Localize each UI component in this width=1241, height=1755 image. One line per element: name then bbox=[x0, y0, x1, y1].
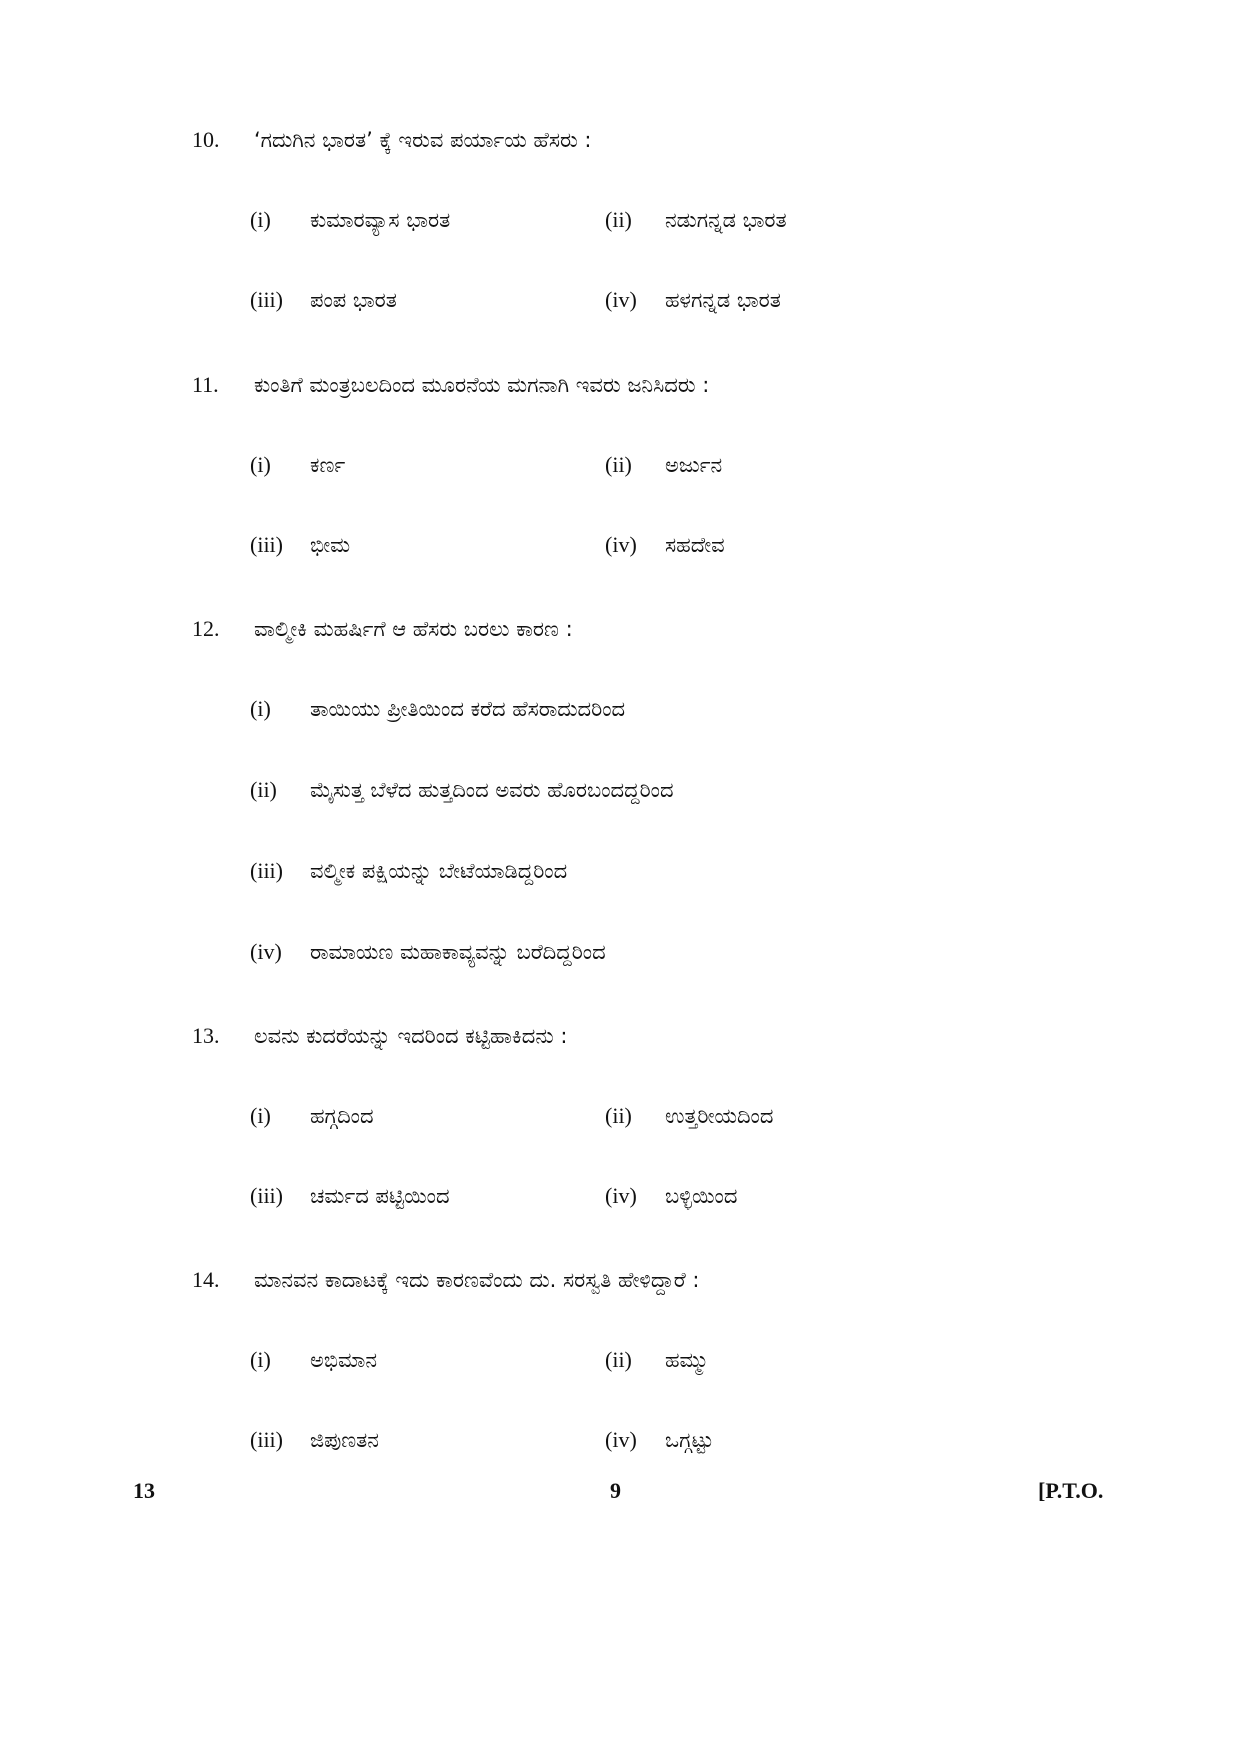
option-text: ಜಿಪುಣತನ bbox=[310, 1428, 379, 1452]
option-label: (i) bbox=[250, 1347, 271, 1372]
option-text: ರಾಮಾಯಣ ಮಹಾಕಾವ್ಯವನ್ನು ಬರೆದಿದ್ದರಿಂದ bbox=[310, 940, 606, 964]
option-iii bbox=[250, 280, 605, 320]
option-iv bbox=[605, 525, 890, 565]
question-11 bbox=[192, 365, 1152, 565]
question-number: 14. bbox=[192, 1267, 220, 1292]
option-label: (iv) bbox=[605, 532, 637, 557]
option-iii bbox=[250, 1176, 605, 1216]
option-label: (iii) bbox=[250, 287, 283, 312]
option-label: (iii) bbox=[250, 532, 283, 557]
option-iv bbox=[605, 1176, 890, 1216]
question-number: 13. bbox=[192, 1023, 220, 1048]
option-text: ಉತ್ತರೀಯದಿಂದ bbox=[665, 1104, 774, 1128]
option-text: ತಾಯಿಯು ಪ್ರೀತಿಯಿಂದ ಕರೆದ ಹೆಸರಾದುದರಿಂದ bbox=[310, 697, 626, 721]
option-ii bbox=[605, 1096, 890, 1136]
question-header bbox=[192, 120, 1152, 160]
option-i bbox=[250, 200, 605, 240]
option-text: ಭೀಮ bbox=[310, 533, 351, 557]
question-text: ಮಾನವನ ಕಾದಾಟಕ್ಕೆ ಇದು ಕಾರಣವೆಂದು ದು. ಸರಸ್ವತಿ ಹೇಳಿದ್ದಾರೆ : bbox=[254, 1268, 700, 1292]
paper-code: 13 bbox=[133, 1478, 155, 1503]
question-12 bbox=[192, 609, 1152, 972]
option-text: ಬಳ್ಳಿಯಿಂದ bbox=[665, 1184, 738, 1208]
option-iii bbox=[250, 1420, 605, 1460]
question-number: 10. bbox=[192, 127, 220, 152]
option-label: (iii) bbox=[250, 858, 283, 883]
option-text: ಹಗ್ಗದಿಂದ bbox=[310, 1104, 374, 1128]
question-number: 11. bbox=[192, 372, 219, 397]
option-label: (ii) bbox=[605, 452, 632, 477]
options-list bbox=[250, 689, 1152, 972]
options-grid bbox=[250, 445, 890, 565]
option-label: (iii) bbox=[250, 1427, 283, 1452]
option-label: (ii) bbox=[605, 1347, 632, 1372]
option-text: ಪಂಪ ಭಾರತ bbox=[310, 288, 397, 312]
option-text: ಹಳಗನ್ನಡ ಭಾರತ bbox=[665, 288, 781, 312]
option-iv bbox=[605, 280, 890, 320]
option-text: ಚರ್ಮದ ಪಟ್ಟಿಯಿಂದ bbox=[310, 1184, 450, 1208]
question-text: ಲವನು ಕುದರೆಯನ್ನು ಇದರಿಂದ ಕಟ್ಟಿಹಾಕಿದನು : bbox=[254, 1024, 568, 1048]
question-number: 12. bbox=[192, 616, 220, 641]
option-text: ಒಗ್ಗಟ್ಟು bbox=[665, 1428, 714, 1452]
option-iv bbox=[250, 932, 1152, 972]
option-iii bbox=[250, 851, 1152, 891]
option-label: (iv) bbox=[605, 1183, 637, 1208]
option-i bbox=[250, 1096, 605, 1136]
option-text: ಅರ್ಜುನ bbox=[665, 453, 723, 477]
page-number: 9 bbox=[610, 1478, 621, 1503]
option-label: (iii) bbox=[250, 1183, 283, 1208]
options-grid bbox=[250, 1340, 890, 1460]
option-i bbox=[250, 1340, 605, 1380]
question-header bbox=[192, 365, 1152, 405]
option-text: ಅಭಿಮಾನ bbox=[310, 1348, 378, 1372]
option-label: (iv) bbox=[250, 939, 282, 964]
question-text: ವಾಲ್ಮೀಕಿ ಮಹರ್ಷಿಗೆ ಆ ಹೆಸರು ಬರಲು ಕಾರಣ : bbox=[254, 617, 573, 641]
option-text: ಹಮ್ಮು bbox=[665, 1348, 710, 1372]
option-label: (iv) bbox=[605, 1427, 637, 1452]
option-i bbox=[250, 445, 605, 485]
option-text: ಕರ್ಣ bbox=[310, 453, 346, 477]
option-label: (iv) bbox=[605, 287, 637, 312]
options-grid bbox=[250, 1096, 890, 1216]
option-ii bbox=[605, 200, 890, 240]
option-iii bbox=[250, 525, 605, 565]
question-header bbox=[192, 1016, 1152, 1056]
option-text: ನಡುಗನ್ನಡ ಭಾರತ bbox=[665, 208, 787, 232]
option-text: ವಲ್ಮೀಕ ಪಕ್ಷಿಯನ್ನು ಬೇಟೆಯಾಡಿದ್ದರಿಂದ bbox=[310, 859, 568, 883]
option-label: (i) bbox=[250, 207, 271, 232]
option-text: ಸಹದೇವ bbox=[665, 533, 725, 557]
option-ii bbox=[605, 445, 890, 485]
option-label: (ii) bbox=[605, 1103, 632, 1128]
question-14 bbox=[192, 1260, 1152, 1460]
option-label: (i) bbox=[250, 696, 271, 721]
question-text: ‘ಗದುಗಿನ ಭಾರತ’ ಕ್ಕೆ ಇರುವ ಪರ್ಯಾಯ ಹೆಸರು : bbox=[254, 128, 592, 152]
option-iv bbox=[605, 1420, 890, 1460]
question-header bbox=[192, 1260, 1152, 1300]
option-i bbox=[250, 689, 1152, 729]
option-ii bbox=[250, 770, 1152, 810]
please-turn-over: [P.T.O. bbox=[1038, 1478, 1104, 1503]
option-text: ಮೈಸುತ್ತ ಬೆಳೆದ ಹುತ್ತದಿಂದ ಅವರು ಹೊರಬಂದದ್ದರಿಂದ bbox=[310, 778, 674, 802]
option-ii bbox=[605, 1340, 890, 1380]
options-grid bbox=[250, 200, 890, 320]
option-label: (i) bbox=[250, 1103, 271, 1128]
question-header bbox=[192, 609, 1152, 649]
option-label: (i) bbox=[250, 452, 271, 477]
option-label: (ii) bbox=[250, 777, 277, 802]
question-text: ಕುಂತಿಗೆ ಮಂತ್ರಬಲದಿಂದ ಮೂರನೆಯ ಮಗನಾಗಿ ಇವರು ಜನಿಸಿದರು : bbox=[254, 373, 710, 397]
option-label: (ii) bbox=[605, 207, 632, 232]
question-10 bbox=[192, 120, 1152, 320]
option-text: ಕುಮಾರವ್ಯಾಸ ಭಾರತ bbox=[310, 208, 451, 232]
question-13 bbox=[192, 1016, 1152, 1216]
